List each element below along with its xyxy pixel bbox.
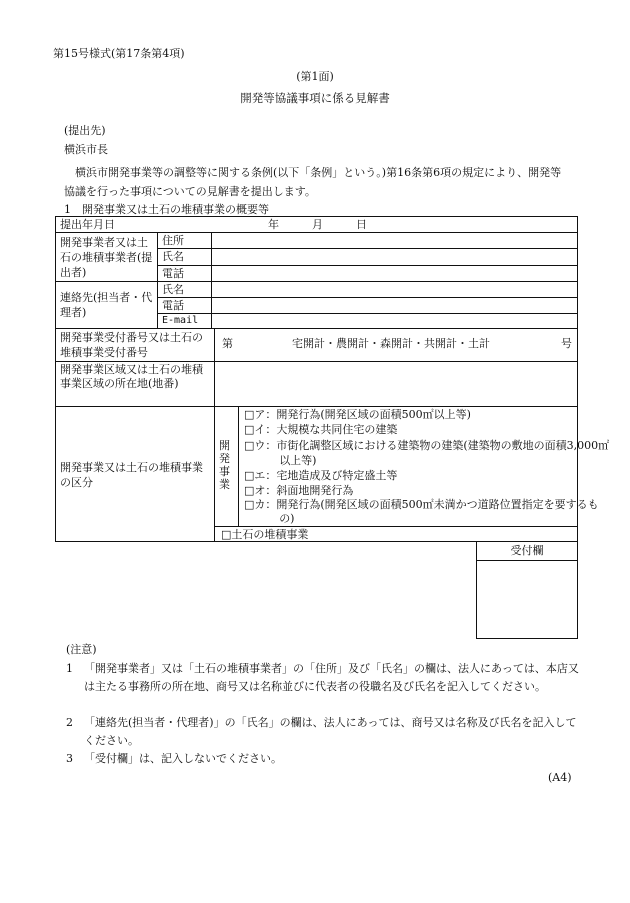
page-number: (第1面): [296, 70, 334, 83]
document-title: 開発等協議事項に係る見解書: [240, 91, 390, 105]
site-location-label: 開発事業区域又は土石の堆積事業区域の所在地(地番): [60, 363, 203, 390]
contact-name-label: 氏名: [162, 283, 184, 296]
notes-header: (注意): [66, 643, 97, 656]
receipt-box: [476, 542, 578, 639]
applicant-address-label: 住所: [162, 234, 184, 247]
contact-label: 連絡先(担当者・代理者): [60, 291, 153, 319]
addressee: 横浜市長: [64, 143, 108, 156]
option-u-checkbox[interactable]: □ウ：市街化調整区域における建築物の建築(建築物の敷地の面積3,000㎡以上等): [244, 439, 610, 467]
date-value[interactable]: 年 月 日: [268, 218, 367, 231]
applicant-label: 開発事業者又は土石の堆積事業者(提出者): [60, 236, 153, 279]
note-text: 「開発事業者」又は「土石の堆積事業者」の「住所」及び「氏名」の欄は、法人にあっては、本店又は主たる事務所の所在地、商号又は名称並びに代表者の役職名及び氏名を記入してください。: [84, 662, 579, 693]
receipt-number-suffix: 号: [561, 337, 572, 350]
receipt-number-types: 宅開計・農開計・森開計・共開計・土計: [292, 337, 490, 350]
receipt-box-label: 受付欄: [477, 542, 577, 561]
contact-email-label: E-mail: [162, 315, 199, 326]
receipt-number-prefix: 第: [222, 337, 233, 350]
note-item: [66, 750, 581, 768]
note-number: 2: [66, 716, 73, 729]
date-label: 提出年月日: [60, 218, 115, 231]
contact-phone-label: 電話: [162, 299, 184, 312]
option-ka-checkbox[interactable]: □カ：開発行為(開発区域の面積500㎡未満かつ道路位置指定を要するもの): [244, 498, 599, 525]
intro-paragraph: 横浜市開発事業等の調整等に関する条例(以下「条例」という。)第16条第6項の規定により、開発等協議を行った事項についての見解書を提出します。: [64, 166, 562, 198]
submit-to-label: (提出先): [64, 124, 106, 137]
option-e-checkbox[interactable]: □エ：宅地造成及び特定盛土等: [244, 469, 398, 482]
form-number: 第15号様式(第17条第4項): [53, 47, 185, 60]
paper-size-label: (A4): [548, 771, 572, 784]
applicant-phone-label: 電話: [162, 267, 184, 280]
receipt-number-label: 開発事業受付番号又は土石の堆積事業受付番号: [60, 331, 203, 359]
note-item: [66, 714, 581, 750]
soil-stockpile-checkbox[interactable]: □土石の堆積事業: [221, 528, 309, 541]
note-number: 1: [66, 662, 73, 675]
category-label: 開発事業又は土石の堆積事業の区分: [60, 461, 203, 489]
option-a-checkbox[interactable]: □ア：開発行為(開発区域の面積500㎡以上等): [244, 408, 471, 421]
note-number: 3: [66, 752, 73, 765]
option-i-checkbox[interactable]: □イ：大規模な共同住宅の建築: [244, 423, 398, 436]
note-item: [66, 660, 581, 714]
development-vertical-label: 開発事業: [219, 439, 230, 491]
note-text: 「連絡先(担当者・代理者)」の「氏名」の欄は、法人にあっては、商号又は名称及び氏名を記入してください。: [84, 716, 577, 747]
section-title: 1 開発事業又は土石の堆積事業の概要等: [64, 203, 269, 216]
note-text: 「受付欄」は、記入しないでください。: [84, 752, 282, 765]
overview-table: [55, 216, 610, 542]
applicant-name-label: 氏名: [162, 250, 184, 263]
option-o-checkbox[interactable]: □オ：斜面地開発行為: [244, 484, 354, 497]
